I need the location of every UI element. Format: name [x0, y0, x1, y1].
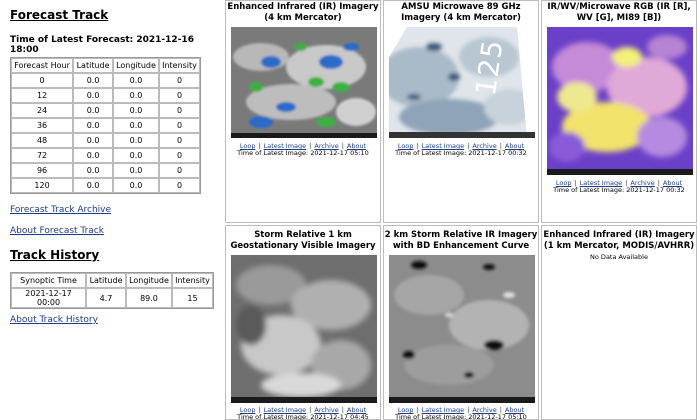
- cell: 96: [11, 163, 73, 178]
- separator: |: [341, 142, 344, 150]
- cell: 0: [159, 163, 200, 178]
- about-link[interactable]: About: [662, 179, 683, 187]
- col-header: Intensity: [159, 58, 200, 73]
- satellite-image[interactable]: [231, 255, 377, 403]
- history-table: [10, 272, 214, 309]
- table-row: [11, 148, 200, 163]
- latest-image-link[interactable]: Latest Image: [263, 406, 307, 414]
- panel-ir-wv-rgb: [541, 0, 697, 223]
- cell: 0: [159, 133, 200, 148]
- forecast-track-archive-link[interactable]: Forecast Track Archive: [10, 205, 112, 215]
- no-data-message: No Data Available: [590, 253, 648, 261]
- cell: 0.0: [113, 118, 159, 133]
- cell: 0.0: [113, 88, 159, 103]
- panel-time: Time of Latest Image: 2021-12-17 04:45: [237, 413, 369, 420]
- about-link[interactable]: About: [346, 406, 367, 414]
- table-row: [11, 103, 200, 118]
- table-row: [11, 88, 200, 103]
- separator: |: [341, 406, 344, 414]
- cell: 0.0: [113, 73, 159, 88]
- panel-time: Time of Latest Image: 2021-12-17 05:10: [395, 413, 527, 420]
- loop-link[interactable]: Loop: [555, 179, 572, 187]
- cell: 2021-12-17 00:00: [11, 288, 86, 308]
- col-header: Forecast Hour: [11, 58, 73, 73]
- panel-time: Time of Latest Image: 2021-12-17 05:10: [237, 149, 369, 157]
- panel-title: Storm Relative 1 km Geostationary Visible Imagery: [230, 230, 376, 251]
- cell: 0.0: [73, 163, 113, 178]
- separator: |: [416, 142, 419, 150]
- cell: 12: [11, 88, 73, 103]
- cell: 0: [159, 73, 200, 88]
- latest-image-link[interactable]: Latest Image: [579, 179, 623, 187]
- loop-link[interactable]: Loop: [397, 406, 414, 414]
- about-link[interactable]: About: [346, 142, 367, 150]
- panel-enhanced-ir-4km: [225, 0, 381, 223]
- cell: 0: [159, 88, 200, 103]
- cell: 0: [11, 73, 73, 88]
- separator: |: [309, 142, 312, 150]
- satellite-image[interactable]: [389, 255, 535, 403]
- col-header: Longitude: [126, 273, 172, 288]
- cell: 0.0: [73, 133, 113, 148]
- col-header: Longitude: [113, 58, 159, 73]
- cell: 120: [11, 178, 73, 193]
- panel-amsu-microwave: [383, 0, 539, 223]
- latest-image-link[interactable]: Latest Image: [421, 406, 465, 414]
- panel-visible-1km: [225, 225, 381, 420]
- latest-image-link[interactable]: Latest Image: [263, 142, 307, 150]
- latest-image-link[interactable]: Latest Image: [421, 142, 465, 150]
- overlay-label: 125: [468, 37, 510, 98]
- table-header-row: [11, 58, 200, 73]
- table-header-row: [11, 273, 213, 288]
- archive-link[interactable]: Archive: [314, 142, 339, 150]
- cell: 0.0: [73, 88, 113, 103]
- panel-time: Time of Latest Image: 2021-12-17 00:32: [553, 186, 685, 194]
- cell: 15: [172, 288, 213, 308]
- cell: 0: [159, 178, 200, 193]
- cell: 0.0: [73, 148, 113, 163]
- cell: 0.0: [113, 178, 159, 193]
- loop-link[interactable]: Loop: [239, 142, 256, 150]
- about-forecast-track-link[interactable]: About Forecast Track: [10, 226, 104, 236]
- table-row: [11, 73, 200, 88]
- separator: |: [467, 406, 470, 414]
- col-header: Latitude: [73, 58, 113, 73]
- separator: |: [467, 142, 470, 150]
- cell: 48: [11, 133, 73, 148]
- archive-link[interactable]: Archive: [630, 179, 655, 187]
- separator: |: [574, 179, 577, 187]
- about-link[interactable]: About: [504, 406, 525, 414]
- panel-title: 2 km Storm Relative IR Imagery with BD Enhancement Curve: [384, 230, 538, 251]
- separator: |: [258, 406, 261, 414]
- separator: |: [657, 179, 660, 187]
- panel-title: AMSU Microwave 89 GHz Imagery (4 km Mercator): [401, 2, 521, 23]
- separator: |: [258, 142, 261, 150]
- track-history-heading: Track History: [10, 248, 100, 262]
- cell: 0.0: [73, 103, 113, 118]
- separator: |: [416, 406, 419, 414]
- panel-enhanced-ir-1km: [541, 225, 697, 420]
- panel-time: Time of Latest Image: 2021-12-17 00:32: [395, 149, 527, 157]
- cell: 0: [159, 148, 200, 163]
- cell: 0: [159, 118, 200, 133]
- table-row: [11, 118, 200, 133]
- cell: 0.0: [73, 118, 113, 133]
- about-track-history-link[interactable]: About Track History: [10, 315, 98, 325]
- satellite-image[interactable]: [547, 27, 693, 175]
- left-column: [0, 0, 222, 420]
- table-row: [11, 288, 213, 308]
- separator: |: [309, 406, 312, 414]
- cell: 72: [11, 148, 73, 163]
- cell: 0.0: [113, 163, 159, 178]
- archive-link[interactable]: Archive: [472, 142, 497, 150]
- archive-link[interactable]: Archive: [472, 406, 497, 414]
- loop-link[interactable]: Loop: [239, 406, 256, 414]
- col-header: Latitude: [86, 273, 126, 288]
- panel-title: IR/WV/Microwave RGB (IR [R], WV [G], MI89 [B]): [547, 2, 691, 23]
- cell: 4.7: [86, 288, 126, 308]
- table-row: [11, 178, 200, 193]
- col-header: Intensity: [172, 273, 213, 288]
- cell: 0.0: [113, 148, 159, 163]
- table-row: [11, 163, 200, 178]
- forecast-time: Time of Latest Forecast: 2021-12-16 18:00: [10, 35, 194, 55]
- about-link[interactable]: About: [504, 142, 525, 150]
- forecast-table: [10, 57, 201, 194]
- forecast-track-heading: Forecast Track: [10, 8, 109, 22]
- cell: 0.0: [73, 73, 113, 88]
- cell: 0: [159, 103, 200, 118]
- cell: 0.0: [113, 103, 159, 118]
- archive-link[interactable]: Archive: [314, 406, 339, 414]
- panel-title: Enhanced Infrared (IR) Imagery (1 km Mercator, MODIS/AVHRR): [543, 230, 695, 251]
- col-header: Synoptic Time: [11, 273, 86, 288]
- cell: 24: [11, 103, 73, 118]
- cell: 89.0: [126, 288, 172, 308]
- satellite-image[interactable]: [389, 27, 535, 138]
- separator: |: [625, 179, 628, 187]
- table-row: [11, 133, 200, 148]
- panel-title: Enhanced Infrared (IR) Imagery (4 km Mercator): [227, 2, 379, 23]
- separator: |: [499, 142, 502, 150]
- satellite-image[interactable]: [231, 27, 377, 138]
- cell: 0.0: [73, 178, 113, 193]
- separator: |: [499, 406, 502, 414]
- cell: 36: [11, 118, 73, 133]
- cell: 0.0: [113, 133, 159, 148]
- loop-link[interactable]: Loop: [397, 142, 414, 150]
- panel-bd-enhancement: [383, 225, 539, 420]
